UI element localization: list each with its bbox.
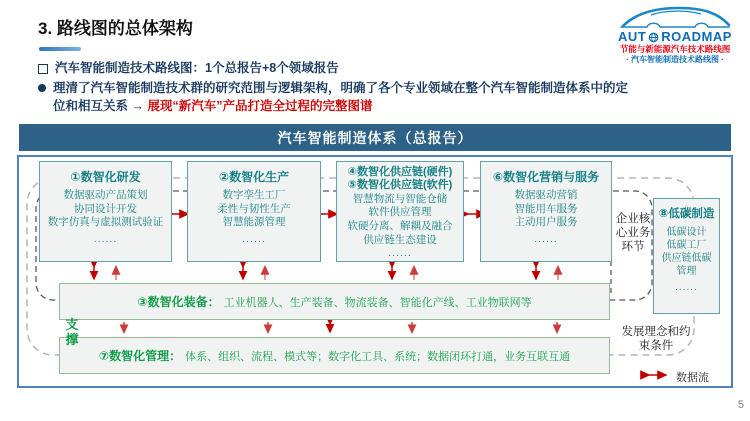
diagram-banner: 汽车智能制造体系（总报告）: [19, 124, 731, 151]
box-management-label: ⑦数智化管理：: [98, 349, 182, 363]
constraints-label: 发展理念和约束条件: [621, 326, 691, 353]
box-equipment-content: 工业机器人、生产装备、物流装备、智能化产线、工业物联网等: [223, 296, 532, 309]
box-rd: [39, 161, 172, 262]
support-label: 支撑: [65, 317, 79, 348]
box-marketing-title: ⑥数智化营销与服务: [492, 170, 600, 184]
box-production-item: 智慧能源管理: [222, 216, 286, 229]
box-equipment: [59, 283, 610, 320]
box-rd-item: 协同设计开发: [74, 202, 137, 215]
box-low-carbon-title: ⑧低碳制造: [658, 208, 715, 220]
box-supply-chain-item: 软硬分离、解耦及融合: [347, 220, 453, 233]
box-supply-chain: [336, 161, 464, 262]
logo-subtitle-1: 节能与新能源汽车技术路线图: [619, 44, 731, 55]
box-supply-chain-title-sw: ⑤数智化供应链(软件): [347, 178, 453, 191]
box-rd-item: ......: [93, 233, 118, 246]
brand-prefix: AUT: [618, 29, 647, 44]
box-supply-chain-item: 智慧物流与智能仓储: [352, 192, 448, 205]
box-management: [59, 337, 610, 374]
box-supply-chain-item: ......: [388, 247, 412, 260]
box-low-carbon-item: 低碳工厂: [666, 239, 707, 251]
box-rd-item: 数字仿真与虚拟测试验证: [47, 216, 164, 229]
box-rd-title: ①数智化研发: [70, 170, 141, 184]
bullet-text-2-normal: 理清了汽车智能制造技术群的研究范围与逻辑架构，明确了各个专业领域在整个汽车智能制造体系中的定位和相互关系 →: [53, 80, 629, 113]
box-marketing-item: 智能用车服务: [514, 202, 578, 215]
box-production-item: ......: [242, 233, 266, 246]
box-marketing-item: 数据驱动营销: [514, 189, 578, 202]
box-production-title: ②数智化生产: [218, 170, 290, 184]
box-production-item: 数字孪生工厂: [222, 189, 286, 202]
box-supply-chain-item: 供应链生态建设: [363, 233, 437, 246]
box-low-carbon-item: ......: [675, 281, 698, 293]
data-flow-legend-label: 数据流: [676, 372, 709, 384]
box-production: [187, 161, 321, 262]
box-low-carbon-item: 低碳设计: [666, 226, 707, 238]
logo-subtitle-2: · 汽车智能制造技术路线图 ·: [626, 54, 724, 64]
box-equipment-label: ③数智化装备：: [137, 295, 220, 309]
box-marketing: [480, 161, 612, 262]
box-marketing-item: 主动用户服务: [514, 216, 578, 229]
box-supply-chain-title-hw: ④数智化供应链(硬件): [347, 166, 453, 178]
core-chain-label: 企业核心业务环节: [615, 213, 651, 254]
box-management-content: 体系、组织、流程、模式等；数字化工具、系统；数据闭环打通，业务互联互通: [185, 350, 571, 363]
box-supply-chain-item: 软件供应管理: [368, 206, 432, 219]
box-rd-item: 数据驱动产品策划: [63, 189, 148, 202]
page-title: 3. 路线图的总体架构: [38, 19, 193, 38]
box-low-carbon-item: 供应链低碳管理: [661, 252, 712, 277]
page-number: 5: [737, 399, 744, 411]
box-marketing-item: ......: [534, 233, 558, 246]
box-low-carbon: [653, 198, 720, 314]
box-production-item: 柔性与韧性生产: [217, 202, 291, 215]
bullet-text-1: 汽车智能制造技术路线图：1个总报告+8个领域报告: [55, 61, 339, 75]
bullet-text-2-highlight: 展现“新汽车”产品打造全过程的完整图谱: [147, 98, 373, 113]
brand-suffix: ROADMAP: [661, 29, 732, 44]
